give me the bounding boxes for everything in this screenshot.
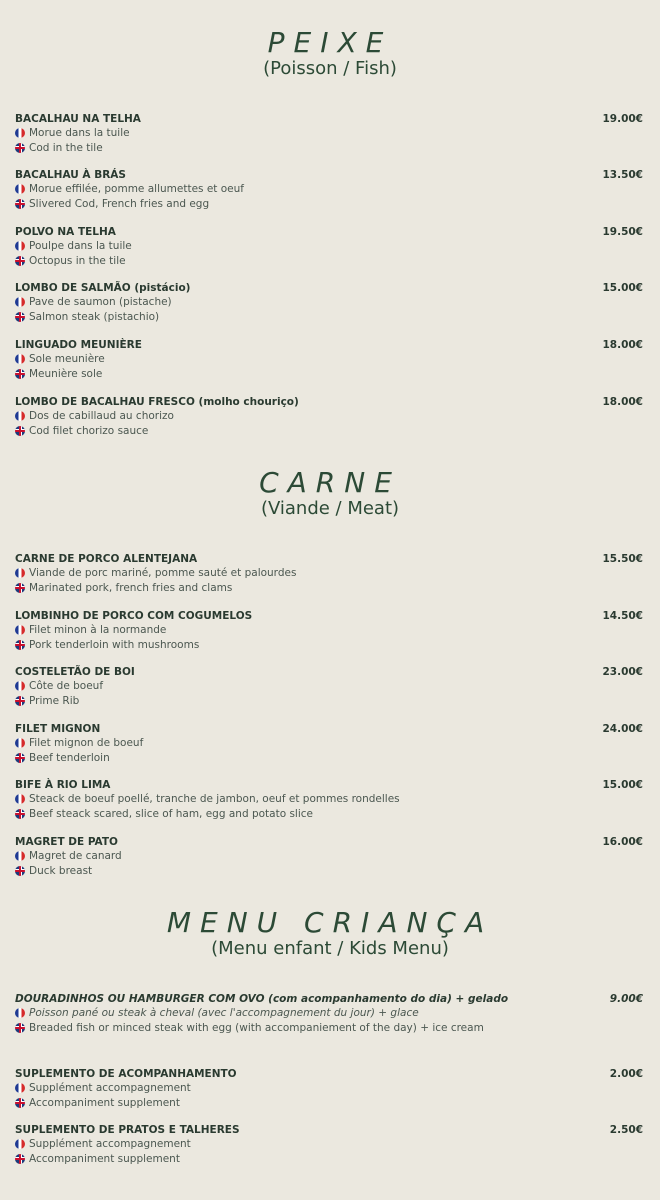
french-description: Filet mignon de boeuf: [29, 737, 144, 749]
english-description: Marinated pork, french fries and clams: [29, 581, 233, 594]
french-description: Supplément accompagnement: [29, 1082, 191, 1094]
menu-item: [15, 112, 645, 155]
uk-flag-icon: [15, 1023, 25, 1033]
english-description: Cod filet chorizo sauce: [29, 424, 149, 437]
uk-flag-icon: [15, 426, 25, 436]
french-description: Côte de boeuf: [29, 680, 104, 692]
dish-name: LOMBO DE SALMÃO (pistácio): [15, 282, 191, 294]
french-description: Filet minon à la normande: [29, 624, 167, 636]
english-description: Slivered Cod, French fries and egg: [29, 197, 210, 210]
uk-flag-icon: [15, 809, 25, 819]
dish-price: 15.00€: [602, 282, 643, 294]
french-description: Poulpe dans la tuile: [29, 240, 132, 252]
dish-price: 16.00€: [602, 836, 643, 848]
english-description: Pork tenderloin with mushrooms: [29, 638, 200, 651]
france-flag-icon: [15, 794, 25, 804]
menu-item: [15, 1123, 645, 1166]
english-description: Beef tenderloin: [29, 751, 110, 764]
dish-price: 2.50€: [609, 1124, 643, 1136]
france-flag-icon: [15, 354, 25, 364]
english-description: Salmon steak (pistachio): [29, 310, 160, 323]
menu-item: [15, 225, 645, 268]
dish-price: 15.50€: [602, 553, 643, 565]
dish-name: POLVO NA TELHA: [15, 226, 116, 238]
menu-item: [15, 552, 645, 595]
france-flag-icon: [15, 681, 25, 691]
dish-name: SUPLEMENTO DE PRATOS E TALHERES: [15, 1124, 240, 1136]
menu-item: [15, 1067, 645, 1110]
menu-item: [15, 281, 645, 324]
dish-price: 15.00€: [602, 779, 643, 791]
dish-name: LOMBO DE BACALHAU FRESCO (molho chouriço): [15, 396, 299, 408]
french-description: Morue effilée, pomme allumettes et oeuf: [29, 183, 244, 195]
dish-price: 18.00€: [602, 396, 643, 408]
french-description: Viande de porc mariné, pomme sauté et palourdes: [29, 567, 297, 579]
france-flag-icon: [15, 1083, 25, 1093]
section-carne: [0, 468, 660, 520]
menu-item: [15, 722, 645, 765]
france-flag-icon: [15, 625, 25, 635]
french-description: Sole meunière: [29, 353, 105, 365]
dish-price: 13.50€: [602, 169, 643, 181]
english-description: Duck breast: [29, 864, 93, 877]
uk-flag-icon: [15, 696, 25, 706]
english-description: Beef steack scared, slice of ham, egg and potato slice: [29, 807, 313, 820]
uk-flag-icon: [15, 583, 25, 593]
menu-item: [15, 835, 645, 878]
france-flag-icon: [15, 738, 25, 748]
uk-flag-icon: [15, 753, 25, 763]
dish-name: BACALHAU À BRÁS: [15, 169, 126, 181]
menu-item: [15, 665, 645, 708]
france-flag-icon: [15, 1139, 25, 1149]
menu-item: [15, 609, 645, 652]
france-flag-icon: [15, 851, 25, 861]
menu-item: [15, 338, 645, 381]
uk-flag-icon: [15, 640, 25, 650]
dish-name: BACALHAU NA TELHA: [15, 113, 141, 125]
france-flag-icon: [15, 128, 25, 138]
uk-flag-icon: [15, 1154, 25, 1164]
section-title: CARNE: [259, 466, 401, 499]
french-description: Pave de saumon (pistache): [29, 296, 172, 308]
dish-name: FILET MIGNON: [15, 723, 101, 735]
french-description: Magret de canard: [29, 850, 122, 862]
section-subtitle: (Menu enfant / Kids Menu): [211, 938, 449, 959]
dish-price: 14.50€: [602, 610, 643, 622]
france-flag-icon: [15, 411, 25, 421]
dish-name: MAGRET DE PATO: [15, 836, 118, 848]
menu-item: [15, 778, 645, 821]
french-description: Supplément accompagnement: [29, 1138, 191, 1150]
france-flag-icon: [15, 568, 25, 578]
section-title: PEIXE: [267, 26, 393, 59]
france-flag-icon: [15, 184, 25, 194]
english-description: Breaded fish or minced steak with egg (with accompaniement of the day) + ice cream: [29, 1021, 484, 1034]
uk-flag-icon: [15, 369, 25, 379]
section-title: MENU CRIANÇA: [166, 906, 494, 939]
english-description: Accompaniment supplement: [29, 1096, 180, 1109]
dish-name: LOMBINHO DE PORCO COM COGUMELOS: [15, 610, 253, 622]
dish-price: 2.00€: [609, 1068, 643, 1080]
french-description: Dos de cabillaud au chorizo: [29, 410, 174, 422]
uk-flag-icon: [15, 256, 25, 266]
dish-name: LINGUADO MEUNIÈRE: [15, 339, 142, 351]
menu-item: [15, 992, 645, 1035]
uk-flag-icon: [15, 143, 25, 153]
section-subtitle: (Poisson / Fish): [263, 58, 397, 79]
france-flag-icon: [15, 1008, 25, 1018]
france-flag-icon: [15, 297, 25, 307]
dish-price: 23.00€: [602, 666, 643, 678]
menu-item: [15, 395, 645, 438]
uk-flag-icon: [15, 1098, 25, 1108]
dish-price: 19.50€: [602, 226, 643, 238]
dish-name: BIFE À RIO LIMA: [15, 779, 111, 791]
dish-price: 18.00€: [602, 339, 643, 351]
french-description: Poisson pané ou steak à cheval (avec l'accompagnement du jour) + glace: [29, 1007, 419, 1019]
france-flag-icon: [15, 241, 25, 251]
dish-name: COSTELETÃO DE BOI: [15, 666, 135, 678]
section-menu-crianca: [0, 908, 660, 960]
dish-price: 9.00€: [609, 993, 643, 1005]
french-description: Steack de boeuf poellé, tranche de jambon, oeuf et pommes rondelles: [29, 793, 400, 805]
menu-item: [15, 168, 645, 211]
dish-name: DOURADINHOS OU HAMBURGER COM OVO (com acompanhamento do dia) + gelado: [15, 993, 509, 1005]
uk-flag-icon: [15, 312, 25, 322]
section-subtitle: (Viande / Meat): [260, 498, 400, 519]
dish-name: CARNE DE PORCO ALENTEJANA: [15, 553, 198, 565]
english-description: Octopus in the tile: [29, 254, 126, 267]
uk-flag-icon: [15, 199, 25, 209]
english-description: Cod in the tile: [29, 141, 103, 154]
english-description: Accompaniment supplement: [29, 1152, 180, 1165]
dish-price: 24.00€: [602, 723, 643, 735]
dish-price: 19.00€: [602, 113, 643, 125]
french-description: Morue dans la tuile: [29, 127, 130, 139]
english-description: Prime Rib: [29, 694, 80, 707]
section-peixe: [0, 28, 660, 80]
dish-name: SUPLEMENTO DE ACOMPANHAMENTO: [15, 1068, 237, 1080]
uk-flag-icon: [15, 866, 25, 876]
english-description: Meunière sole: [29, 367, 103, 380]
